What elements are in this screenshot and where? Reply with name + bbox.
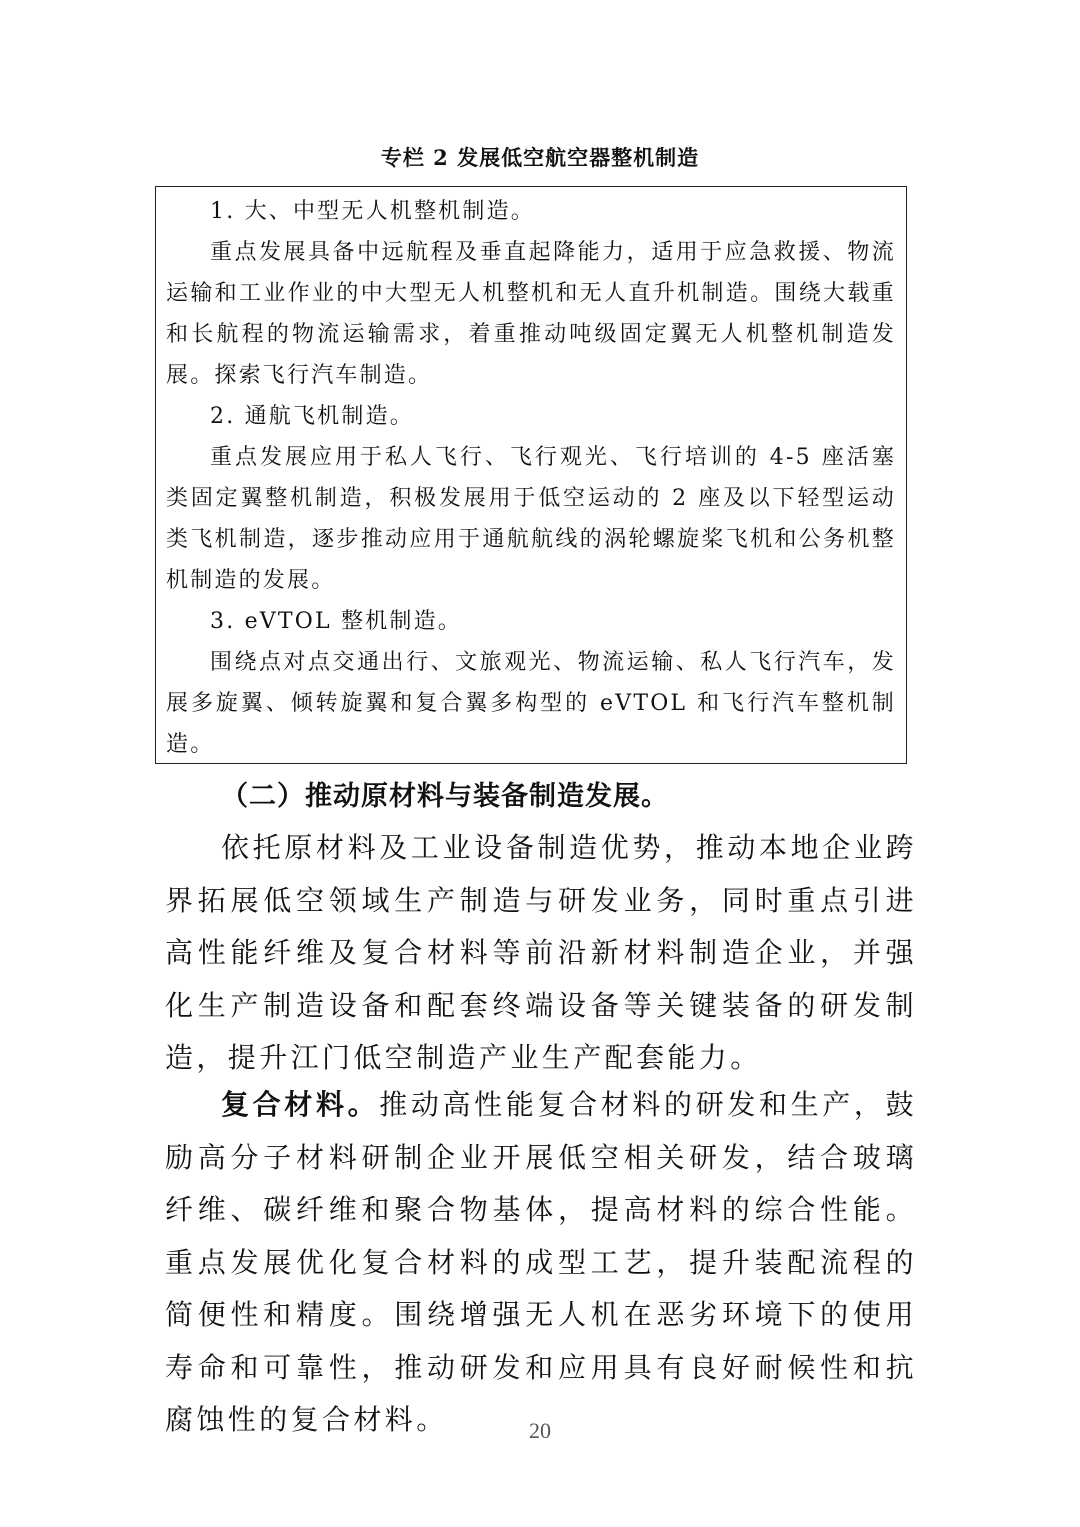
box-item-heading-1: 1. 大、中型无人机整机制造。 — [210, 199, 535, 224]
feature-box — [155, 186, 907, 764]
body-paragraph-1-wrapper — [165, 822, 917, 1085]
paragraph-body-text: 推动高性能复合材料的研发和生产，鼓励高分子材料研制企业开展低空相关研发，结合玻璃纤维、碳纤维和聚合物基体，提高材料的综合性能。重点发展优化复合材料的成型工艺，提升装配流程的简便性和精度。围绕增强无人机在恶劣环境下的使用寿命和可靠性，推动研发和应用具有良好耐候性和抗腐蚀性的复合材料。 — [165, 1088, 917, 1436]
body-paragraph-2 — [165, 1079, 917, 1447]
paragraph-lead-term: 复合材料。 — [221, 1088, 380, 1121]
body-paragraph-2-wrapper — [165, 1079, 917, 1447]
box-item-heading-2: 2. 通航飞机制造。 — [210, 404, 414, 429]
box-item-text-3: 围绕点对点交通出行、文旅观光、物流运输、私人飞行汽车，发展多旋翼、倾转旋翼和复合翼多构型的 eVTOL 和飞行汽车整机制造。 — [166, 650, 896, 757]
box-item-heading-3: 3. eVTOL 整机制造。 — [210, 609, 463, 634]
body-paragraph-1: 依托原材料及工业设备制造优势，推动本地企业跨界拓展低空领域生产制造与研发业务，同时重点引进高性能纤维及复合材料等前沿新材料制造企业，并强化生产制造设备和配套终端设备等关键装备的研发制造，提升江门低空制造产业生产配套能力。 — [165, 831, 917, 1074]
box-item-text-2: 重点发展应用于私人飞行、飞行观光、飞行培训的 4-5 座活塞类固定翼整机制造，积极发展用于低空运动的 2 座及以下轻型运动类飞机制造，逐步推动应用于通航航线的涡轮螺旋桨飞机和公务机整机制造的发展。 — [166, 445, 896, 593]
section-heading: （二）推动原材料与装备制造发展。 — [221, 781, 669, 812]
box-item-text-1: 重点发展具备中远航程及垂直起降能力，适用于应急救援、物流运输和工业作业的中大型无人机整机和无人直升机制造。围绕大载重和长航程的物流运输需求，着重推动吨级固定翼无人机整机制造发展。探索飞行汽车制造。 — [166, 240, 896, 388]
page-number: 20 — [529, 1418, 551, 1443]
box-title: 专栏 2 发展低空航空器整机制造 — [380, 145, 700, 170]
